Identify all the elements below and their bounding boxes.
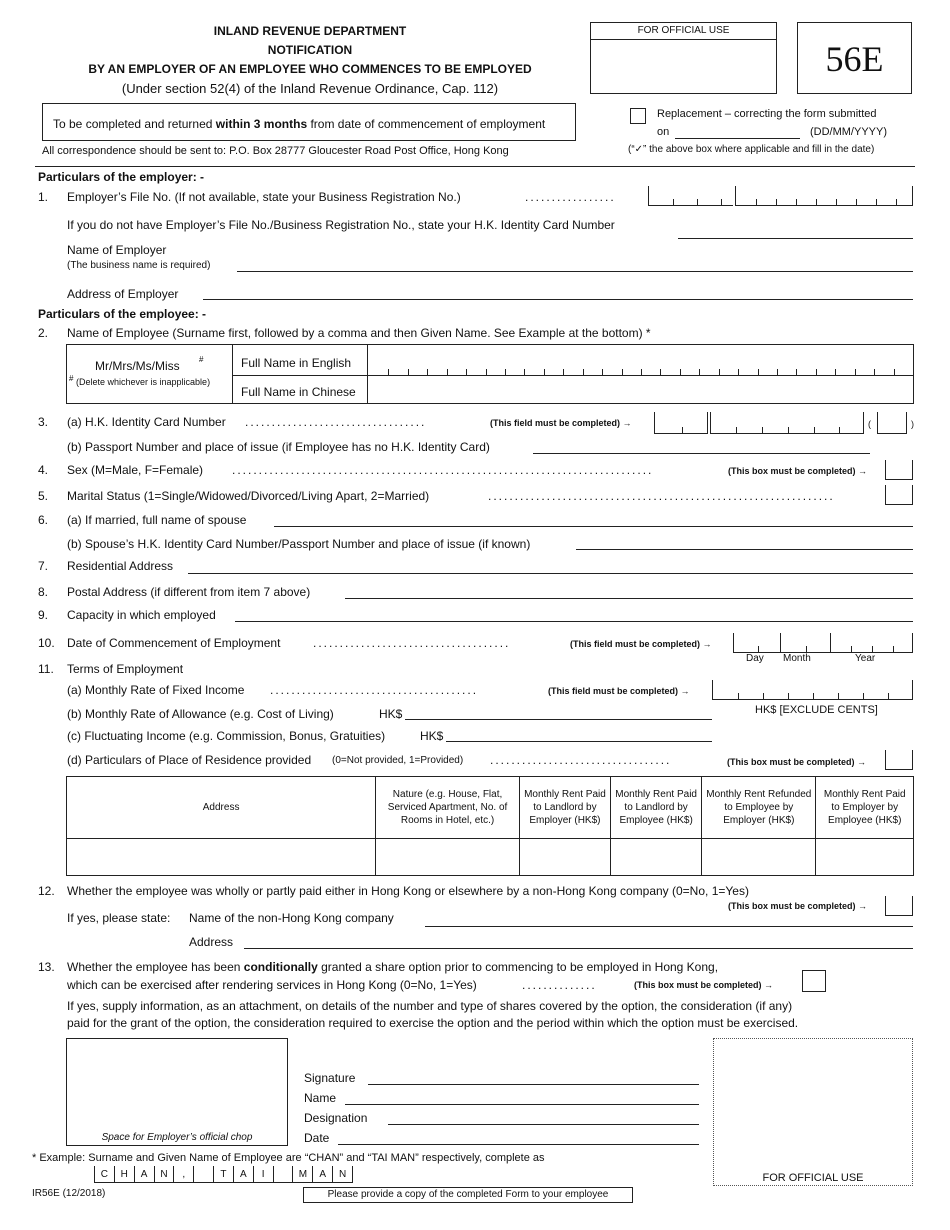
residence-header-rent-landlord-employee: Monthly Rent Paid to Landlord by Employee (HK$) xyxy=(611,777,702,839)
signature-date-field[interactable] xyxy=(338,1144,699,1145)
if-yes-label: If yes, please state: xyxy=(67,911,171,925)
item-13-number: 13. xyxy=(38,960,55,974)
residence-rent-employee-cell[interactable] xyxy=(611,839,702,876)
example-char-cell: N xyxy=(155,1166,175,1182)
replacement-date-format: (DD/MM/YYYY) xyxy=(810,126,887,138)
employee-heading: Particulars of the employee: - xyxy=(38,307,207,321)
signature-date-label: Date xyxy=(304,1131,330,1145)
example-char-cell: I xyxy=(254,1166,274,1182)
form-code: 56E xyxy=(797,22,912,94)
example-char-cell: M xyxy=(293,1166,313,1182)
share-option-question-line1: Whether the employee has been conditionally granted a share option prior to commencing to be employed in Hong Kong, xyxy=(67,960,719,974)
non-hk-company-address-field[interactable] xyxy=(244,948,913,949)
marital-status-label: Marital Status (1=Single/Widowed/Divorced/Living Apart, 2=Married) xyxy=(67,489,430,503)
delete-hash: # xyxy=(69,374,74,383)
item-11-number: 11. xyxy=(38,662,54,676)
hkid-prefix-field[interactable] xyxy=(654,412,708,434)
residence-header-address: Address xyxy=(67,777,376,839)
item-5-number: 5. xyxy=(38,489,49,503)
full-name-english-label: Full Name in English xyxy=(241,356,352,370)
replacement-on-label: on xyxy=(657,126,670,138)
header-divider xyxy=(35,166,915,167)
employee-name-table xyxy=(66,344,914,404)
postal-address-field[interactable] xyxy=(345,598,913,599)
official-use-box-bottom xyxy=(713,1038,913,1186)
marital-status-box[interactable] xyxy=(885,485,913,505)
passport-field[interactable] xyxy=(533,453,870,454)
residence-header-rent-landlord-employer: Monthly Rent Paid to Landlord by Employer (HK$) xyxy=(519,777,610,839)
example-char-cell: T xyxy=(214,1166,234,1182)
residence-options: (0=Not provided, 1=Provided) xyxy=(332,755,464,766)
signatory-name-label: Name xyxy=(304,1091,337,1105)
fluctuating-currency: HK$ xyxy=(420,729,444,743)
non-hk-company-name-label: Name of the non-Hong Kong company xyxy=(189,911,394,925)
full-name-chinese-field[interactable] xyxy=(369,377,913,403)
item-3-number: 3. xyxy=(38,415,49,429)
exclude-cents-note: HK$ [EXCLUDE CENTS] xyxy=(755,704,878,716)
notification-title: NOTIFICATION xyxy=(267,43,353,57)
item-9-number: 9. xyxy=(38,608,49,622)
residence-nature-cell[interactable] xyxy=(376,839,520,876)
spouse-name-label: (a) If married, full name of spouse xyxy=(67,513,247,527)
spouse-name-field[interactable] xyxy=(274,526,913,527)
dot-leader: ............................................................................... xyxy=(232,463,654,477)
non-hk-company-name-field[interactable] xyxy=(425,926,913,927)
example-char-cell: A xyxy=(234,1166,254,1182)
designation-field[interactable] xyxy=(388,1124,699,1125)
example-name-cells xyxy=(94,1166,353,1183)
item-10-number: 10. xyxy=(38,636,55,650)
delete-note: (Delete whichever is inapplicable) xyxy=(76,377,211,387)
fixed-income-label: (a) Monthly Rate of Fixed Income xyxy=(67,683,245,697)
employer-file-label: Employer’s File No. (If not available, state your Business Registration No.) xyxy=(67,190,461,204)
sex-box[interactable] xyxy=(885,460,913,480)
residential-address-field[interactable] xyxy=(188,573,913,574)
commencement-day-field[interactable] xyxy=(733,633,781,653)
year-label: Year xyxy=(855,653,876,664)
commencement-required-note: (This field must be completed) → xyxy=(570,639,712,649)
replacement-date-field[interactable] xyxy=(675,138,800,139)
fixed-income-required-note: (This field must be completed) → xyxy=(548,686,690,696)
example-char-cell: C xyxy=(95,1166,115,1182)
employer-heading: Particulars of the employer: - xyxy=(38,170,205,184)
instruction-box xyxy=(42,103,576,141)
employer-name-field[interactable] xyxy=(237,271,913,272)
residence-table xyxy=(66,776,914,876)
instruction-text: To be completed and returned within 3 months from date of commencement of employment xyxy=(53,117,546,131)
commencement-month-field[interactable] xyxy=(781,633,831,653)
dot-leader: .................................. xyxy=(490,753,672,767)
residence-header-rent-refunded: Monthly Rent Refunded to Employee by Employer (HK$) xyxy=(702,777,816,839)
official-use-label-bottom: FOR OFFICIAL USE xyxy=(762,1172,864,1184)
hkid-label: (a) H.K. Identity Card Number xyxy=(67,415,226,429)
dept-title: INLAND REVENUE DEPARTMENT xyxy=(213,24,407,38)
hkid-required-note: (This field must be completed) → xyxy=(490,418,632,428)
hkid-number-field[interactable] xyxy=(710,412,864,434)
item-7-number: 7. xyxy=(38,559,49,573)
capacity-field[interactable] xyxy=(235,621,913,622)
title-label: Mr/Mrs/Ms/Miss xyxy=(95,359,180,373)
residential-address-label: Residential Address xyxy=(67,559,174,573)
tick-note: (“✓” the above box where applicable and fill in the date) xyxy=(628,144,875,155)
employer-address-field[interactable] xyxy=(203,299,913,300)
allowance-currency: HK$ xyxy=(379,707,403,721)
example-char-cell xyxy=(194,1166,214,1182)
dot-leader: ................. xyxy=(525,190,616,204)
non-hk-company-address-label: Address xyxy=(189,935,234,949)
item-12-number: 12. xyxy=(38,884,55,898)
sex-required-note: (This box must be completed) → xyxy=(728,466,868,476)
title-hash: # xyxy=(199,355,204,364)
dot-leader: .............. xyxy=(522,978,597,992)
day-label: Day xyxy=(746,653,764,664)
employer-hkid-field[interactable] xyxy=(678,238,913,239)
employer-address-label: Address of Employer xyxy=(67,287,179,301)
signatory-name-field[interactable] xyxy=(345,1104,699,1105)
residence-rent-employer-cell[interactable] xyxy=(519,839,610,876)
allowance-label: (b) Monthly Rate of Allowance (e.g. Cost of Living) xyxy=(67,707,334,721)
residence-address-cell[interactable] xyxy=(67,839,376,876)
fluctuating-income-label: (c) Fluctuating Income (e.g. Commission, Bonus, Gratuities) xyxy=(67,729,386,743)
residence-provided-label: (d) Particulars of Place of Residence provided xyxy=(67,753,312,767)
official-use-box-top xyxy=(590,22,777,94)
non-hk-required-note: (This box must be completed) → xyxy=(728,901,868,911)
fluctuating-income-field[interactable] xyxy=(446,741,712,742)
residence-header-rent-to-employer: Monthly Rent Paid to Employer by Employee (HK$) xyxy=(816,777,914,839)
correspondence-address: All correspondence should be sent to: P.O. Box 28777 Gloucester Road Post Office, Hong Kong xyxy=(42,145,509,157)
residence-refund-cell[interactable] xyxy=(702,839,816,876)
dot-leader: .................................. xyxy=(245,415,427,429)
residence-provided-box[interactable] xyxy=(885,750,913,770)
copy-to-employee-note: Please provide a copy of the completed Form to your employee xyxy=(303,1187,633,1203)
residence-to-employer-cell[interactable] xyxy=(816,839,914,876)
postal-address-label: Postal Address (if different from item 7 above) xyxy=(67,585,311,599)
share-option-question-line2: which can be exercised after rendering services in Hong Kong (0=No, 1=Yes) xyxy=(67,978,477,992)
signature-field[interactable] xyxy=(368,1084,699,1085)
employee-name-question: Name of Employee (Surname first, followed by a comma and then Given Name. See Example at the bottom) * xyxy=(67,326,651,340)
dot-leader: ................................................................. xyxy=(488,489,835,503)
hkid-check-close: ) xyxy=(911,419,914,429)
dot-leader: ....................................... xyxy=(270,683,479,697)
section-reference: (Under section 52(4) of the Inland Revenue Ordinance, Cap. 112) xyxy=(121,81,499,96)
capacity-label: Capacity in which employed xyxy=(67,608,216,622)
passport-label: (b) Passport Number and place of issue (if Employee has no H.K. Identity Card) xyxy=(67,440,490,454)
non-hk-company-question: Whether the employee was wholly or partly paid either in Hong Kong or elsewhere by a non-Hong Kong company (0=No, 1=Yes) xyxy=(67,884,749,898)
employer-file-prefix-field[interactable] xyxy=(648,186,733,206)
example-char-cell: A xyxy=(135,1166,155,1182)
month-label: Month xyxy=(783,653,811,664)
item-8-number: 8. xyxy=(38,585,49,599)
employer-file-number-field[interactable] xyxy=(735,186,913,206)
item-6-number: 6. xyxy=(38,513,49,527)
example-char-cell: A xyxy=(313,1166,333,1182)
fixed-income-field[interactable] xyxy=(712,680,913,700)
full-name-chinese-label: Full Name in Chinese xyxy=(241,385,356,399)
hkid-check-open: ( xyxy=(868,419,871,429)
commencement-year-field[interactable] xyxy=(831,633,913,653)
dot-leader: ..................................... xyxy=(313,636,511,650)
residence-required-note: (This box must be completed) → xyxy=(727,757,867,767)
share-option-required-note: (This box must be completed) → xyxy=(634,980,774,990)
item-4-number: 4. xyxy=(38,463,49,477)
example-char-cell xyxy=(274,1166,294,1182)
signature-label: Signature xyxy=(304,1071,356,1085)
employer-chop-label: Space for Employer’s official chop xyxy=(101,1132,253,1143)
item-1-number: 1. xyxy=(38,190,49,204)
spouse-id-label: (b) Spouse’s H.K. Identity Card Number/Passport Number and place of issue (if known) xyxy=(67,537,531,551)
share-option-info-line1: If yes, supply information, as an attachment, on details of the number and type of shares covered by the option, the consideration (if any) xyxy=(67,999,793,1013)
residence-header-nature: Nature (e.g. House, Flat, Serviced Apartment, No. of Rooms in Hotel, etc.) xyxy=(376,777,520,839)
employer-hkid-label: If you do not have Employer’s File No./Business Registration No., state your H.K. Identity Card Number xyxy=(67,218,615,232)
example-char-cell: H xyxy=(115,1166,135,1182)
share-option-info-line2: paid for the grant of the option, the consideration required to exercise the option and the period within which the option must be exercised. xyxy=(67,1016,799,1030)
share-option-box[interactable] xyxy=(802,970,826,992)
employer-name-label: Name of Employer xyxy=(67,243,167,257)
official-use-label-top: FOR OFFICIAL USE xyxy=(591,23,776,40)
employer-name-note: (The business name is required) xyxy=(67,260,211,271)
employer-chop-box[interactable] xyxy=(66,1038,288,1146)
spouse-id-field[interactable] xyxy=(576,549,913,550)
commencement-label: Date of Commencement of Employment xyxy=(67,636,281,650)
full-name-english-field[interactable] xyxy=(369,369,913,375)
designation-label: Designation xyxy=(304,1111,368,1125)
example-char-cell: , xyxy=(174,1166,194,1182)
terms-label: Terms of Employment xyxy=(67,662,184,676)
replacement-label: Replacement – correcting the form submitted xyxy=(657,108,877,120)
example-note: * Example: Surname and Given Name of Employee are “CHAN” and “TAI MAN” respectively, complete as xyxy=(32,1152,545,1164)
hkid-check-digit-field[interactable] xyxy=(877,412,907,434)
form-number: IR56E (12/2018) xyxy=(32,1188,106,1199)
replacement-checkbox[interactable] xyxy=(630,108,646,124)
sex-label: Sex (M=Male, F=Female) xyxy=(67,463,204,477)
item-2-number: 2. xyxy=(38,326,49,340)
non-hk-company-box[interactable] xyxy=(885,896,913,916)
allowance-field[interactable] xyxy=(405,719,712,720)
example-char-cell: N xyxy=(333,1166,353,1182)
form-subtitle: BY AN EMPLOYER OF AN EMPLOYEE WHO COMMENCES TO BE EMPLOYED xyxy=(88,62,532,76)
